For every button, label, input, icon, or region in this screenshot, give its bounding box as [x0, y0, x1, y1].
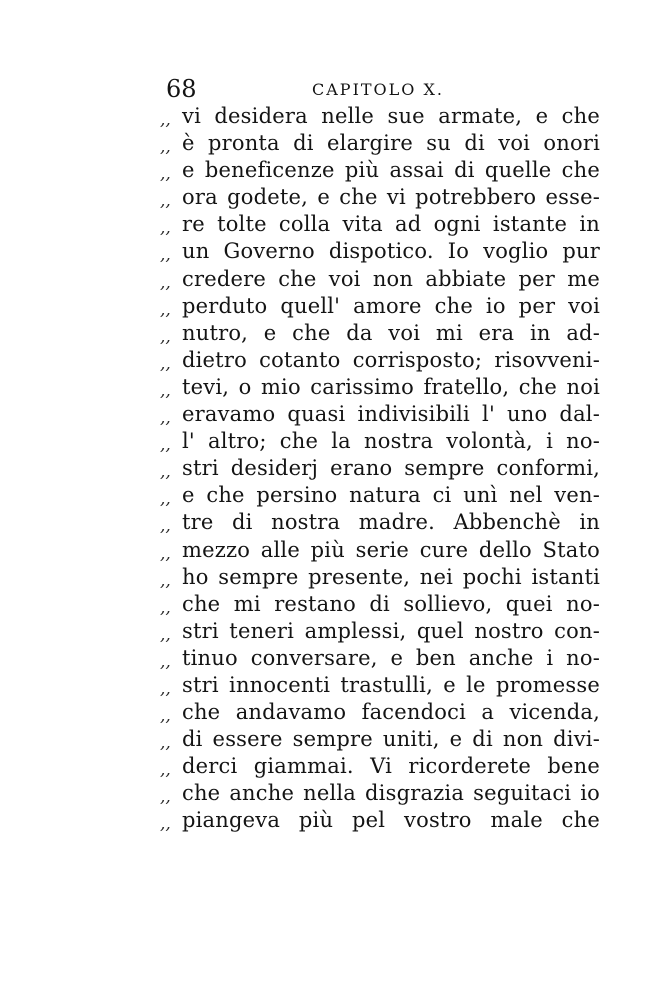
line-text: vi desidera nelle sue armate, e che: [182, 104, 600, 128]
running-header: [166, 74, 586, 104]
text-line: [160, 347, 600, 374]
quotation-mark: ,,: [160, 651, 171, 672]
text-line: [160, 807, 600, 834]
quotation-mark: ,,: [160, 137, 171, 158]
text-line: [160, 780, 600, 807]
line-text: tevi, o mio carissimo fratello, che noi: [182, 374, 600, 399]
page-number: 68: [166, 75, 197, 103]
line-text: stri teneri amplessi, quel nostro con-: [182, 618, 600, 643]
line-text: l' altro; che la nostra volontà, i no-: [182, 429, 600, 454]
line-text: un Governo dispotico. Io voglio pur: [182, 239, 600, 264]
text-line: [160, 699, 600, 726]
line-text: derci giammai. Vi ricorderete bene: [182, 754, 600, 779]
text-line: [160, 266, 600, 293]
line-text: che andavamo facendoci a vicenda,: [182, 700, 600, 725]
line-text: piangeva più pel vostro male che: [182, 808, 600, 833]
chapter-title: CAPITOLO X.: [312, 80, 444, 99]
text-line: [160, 184, 600, 211]
text-line: [160, 564, 600, 591]
text-line: [160, 374, 600, 401]
quotation-mark: ,,: [160, 110, 171, 130]
quotation-mark: ,,: [160, 516, 171, 537]
quotation-mark: ,,: [160, 272, 171, 293]
quotation-mark: ,,: [160, 733, 171, 754]
text-line: [160, 591, 600, 618]
line-text: che mi restano di sollievo, quei no-: [182, 591, 600, 616]
line-text: di essere sempre uniti, e di non divi-: [182, 727, 600, 752]
text-line: [160, 482, 600, 509]
quotation-mark: ,,: [160, 435, 171, 456]
line-text: che anche nella disgrazia seguitaci io: [182, 781, 600, 806]
text-line: [160, 401, 600, 428]
quotation-mark: ,,: [160, 380, 171, 401]
text-line: [160, 509, 600, 536]
line-text: e beneficenze più assai di quelle che: [182, 158, 600, 183]
quotation-mark: ,,: [160, 218, 171, 239]
text-line: [160, 157, 600, 184]
quotation-mark: ,,: [160, 706, 171, 727]
line-text: nutro, e che da voi mi era in ad-: [182, 320, 600, 345]
quotation-mark: ,,: [160, 164, 171, 185]
quotation-mark: ,,: [160, 543, 171, 564]
text-line: [160, 645, 600, 672]
quotation-mark: ,,: [160, 191, 171, 212]
line-text: tinuo conversare, e ben anche i no-: [182, 645, 600, 670]
line-text: eravamo quasi indivisibili l' uno dal-: [182, 402, 600, 427]
quotation-mark: ,,: [160, 299, 171, 320]
text-line: [160, 428, 600, 455]
text-line: [160, 672, 600, 699]
line-text: re tolte colla vita ad ogni istante in: [182, 212, 600, 237]
text-line: [160, 211, 600, 238]
text-line: [160, 753, 600, 780]
line-text: dietro cotanto corrisposto; risovveni-: [182, 347, 600, 372]
text-line: [160, 103, 600, 130]
quotation-mark: ,,: [160, 489, 171, 510]
line-text: ora godete, e che vi potrebbero esse-: [182, 185, 600, 210]
quotation-mark: ,,: [160, 245, 171, 266]
quotation-mark: ,,: [160, 353, 171, 374]
line-text: mezzo alle più serie cure dello Stato: [182, 537, 600, 562]
line-text: e che persino natura ci unì nel ven-: [182, 483, 600, 508]
quotation-mark: ,,: [160, 624, 171, 645]
text-line: [160, 238, 600, 265]
text-block: [160, 103, 600, 835]
text-line: [160, 130, 600, 157]
quotation-mark: ,,: [160, 597, 171, 618]
text-line: [160, 726, 600, 753]
quotation-mark: ,,: [160, 814, 171, 835]
quotation-mark: ,,: [160, 787, 171, 808]
text-line: [160, 455, 600, 482]
line-text: è pronta di elargire su di voi onori: [182, 131, 600, 156]
line-text: credere che voi non abbiate per me: [182, 266, 600, 291]
text-line: [160, 537, 600, 564]
line-text: perduto quell' amore che io per voi: [182, 293, 600, 318]
text-line: [160, 618, 600, 645]
quotation-mark: ,,: [160, 570, 171, 591]
text-line: [160, 320, 600, 347]
line-text: stri innocenti trastulli, e le promesse: [182, 672, 600, 697]
line-text: ho sempre presente, nei pochi istanti: [182, 564, 600, 589]
quotation-mark: ,,: [160, 326, 171, 347]
quotation-mark: ,,: [160, 462, 171, 483]
quotation-mark: ,,: [160, 678, 171, 699]
quotation-mark: ,,: [160, 760, 171, 781]
line-text: tre di nostra madre. Abbenchè in: [182, 510, 600, 535]
line-text: stri desiderj erano sempre conformi,: [182, 456, 600, 481]
quotation-mark: ,,: [160, 408, 171, 429]
text-line: [160, 293, 600, 320]
